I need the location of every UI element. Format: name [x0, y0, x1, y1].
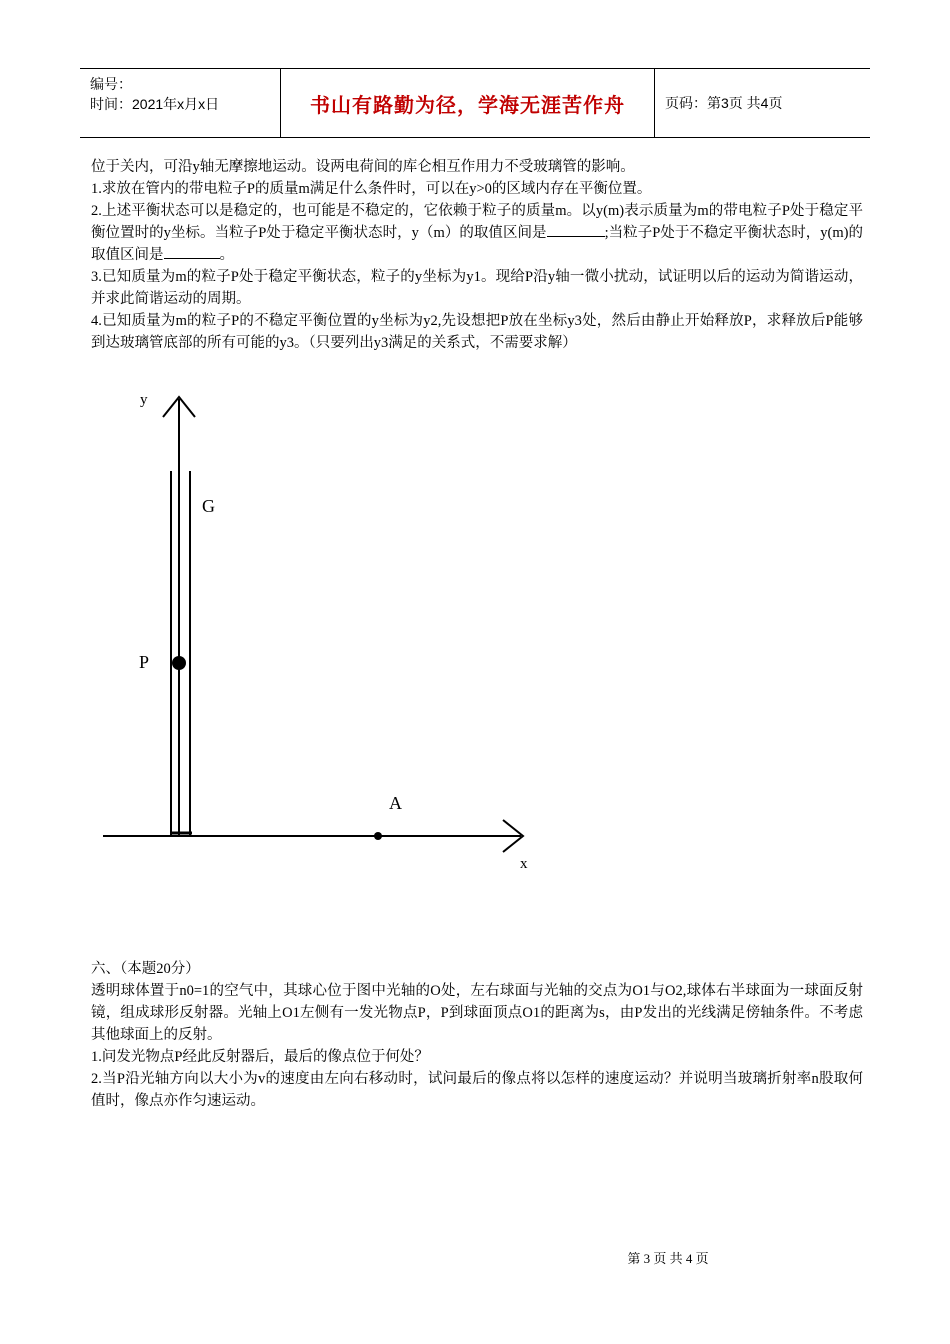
problem5-text [91, 156, 863, 354]
motto: 书山有路勤为径，学海无涯苦作舟 [280, 69, 655, 137]
answer-blank-2 [164, 244, 220, 259]
page-header [80, 68, 870, 138]
x-axis-label: x [520, 856, 528, 872]
footer-page-number: 第 3 页 共 4 页 [627, 1251, 709, 1266]
time-label: 时间：2021年x月x日 [90, 96, 220, 112]
problem6-q1: 1.问发光物点P经此反射器后，最后的像点位于何处？ [91, 1049, 429, 1065]
number-label: 编号： [90, 76, 132, 92]
problem5-intro: 位于关内，可沿y轴无摩擦地运动。设两电荷间的库仑相互作用力不受玻璃管的影响。 [91, 159, 635, 175]
g-label: G [202, 496, 215, 516]
problem6-text [91, 958, 863, 1112]
header-left [80, 69, 280, 137]
problem6-heading: 六、（本题20分） [91, 961, 200, 977]
a-label: A [389, 793, 402, 813]
problem5-q3: 3.已知质量为m的粒子P处于稳定平衡状态，粒子的y坐标为y1。现给P沿y轴一微小扰动，试证明以后的运动为简谐运动，并求此简谐运动的周期。 [91, 269, 863, 307]
problem6-body: 透明球体置于n0=1的空气中，其球心位于图中光轴的O处，左右球面与光轴的交点为O1与O2,球体右半球面为一球面反射镜，组成球形反射器。光轴上O1左侧有一发光物点P，P到球面顶点O1的距离为s，由P发出的光线满足傍轴条件。不考虑其他球面上的反射。 [91, 983, 863, 1043]
page-code: 页码：第3页 共4页 [665, 95, 783, 111]
problem5-q2 [91, 200, 863, 266]
y-axis-label: y [140, 392, 148, 408]
glass-tube-diagram [95, 385, 535, 885]
q2-part2: ;当粒子P处于不稳定平衡状态时，y(m)的取值区间是 [91, 225, 863, 263]
page-footer [0, 1248, 950, 1267]
problem6-q2: 2.当P沿光轴方向以大小为v的速度由左向右移动时，试问最后的像点将以怎样的速度运动？并说明当玻璃折射率n股取何值时，像点亦作匀速运动。 [91, 1071, 863, 1109]
q2-part3: 。 [219, 247, 234, 263]
problem5-q4: 4.已知质量为m的粒子P的不稳定平衡位置的y坐标为y2,先设想把P放在坐标y3处，然后由静止开始释放P，求释放后P能够到达玻璃管底部的所有可能的y3。（只要列出y3满足的关系式，不需要求解） [91, 313, 863, 351]
answer-blank-1 [547, 222, 605, 237]
point-a [374, 832, 382, 840]
p-label: P [139, 652, 150, 672]
q2-part1: 2.上述平衡状态可以是稳定的，也可能是不稳定的，它依赖于粒子的质量m。以y(m)表示质量为m的带电粒子P处于稳定平衡位置时的y坐标。当粒子P处于稳定平衡状态时，y（m）的取值区间是 [91, 203, 863, 241]
particle-p [172, 656, 186, 670]
problem5-q1: 1.求放在管内的带电粒子P的质量m满足什么条件时，可以在y>0的区域内存在平衡位置。 [91, 181, 652, 197]
